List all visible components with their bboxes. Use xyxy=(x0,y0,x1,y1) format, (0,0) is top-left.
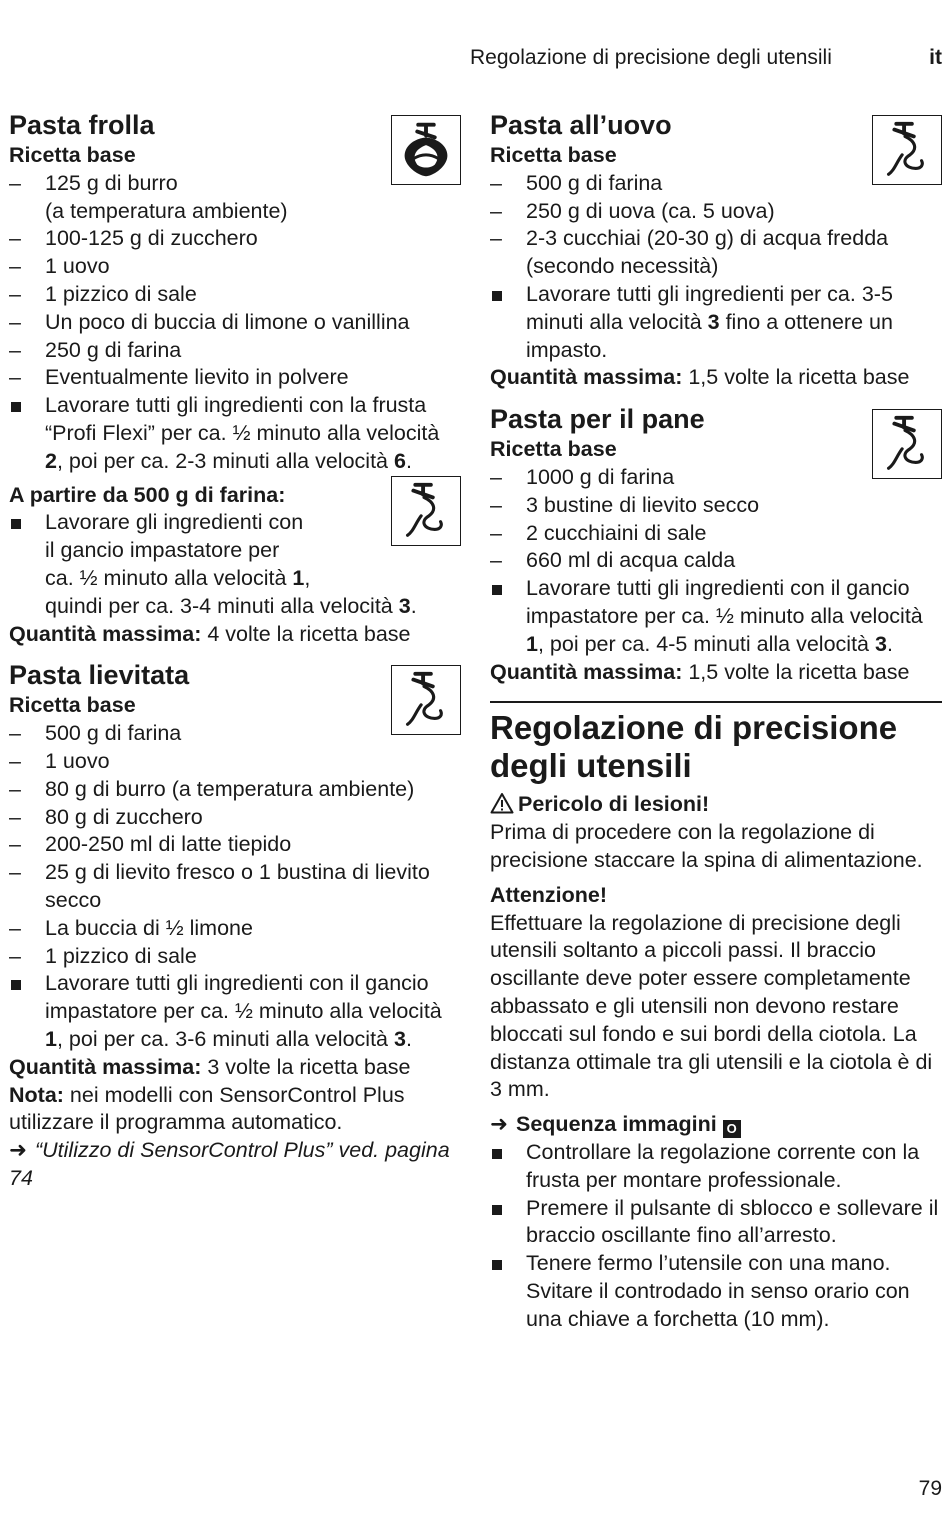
ingredient-item: – 250 g di uova (ca. 5 uova) xyxy=(490,198,942,226)
ingredient-list xyxy=(9,720,461,1054)
ingredient-list xyxy=(9,170,461,476)
ingredient-item: – 1 uovo xyxy=(9,748,461,776)
right-column xyxy=(490,108,942,1333)
chapter-title: Regolazione di precisione degli utensili xyxy=(490,709,898,785)
section-pasta-lievitata xyxy=(9,658,461,1192)
section-pasta-frolla xyxy=(9,108,461,648)
instruction-list xyxy=(490,1139,942,1334)
attention-text: Effettuare la regolazione di precisione degli utensili soltanto a piccoli passi. Il braccio oscillante deve poter essere completamente abbassato e gli utensili non devono restare bloccati sul fondo e sui bordi della ciotola. La distanza ottimale tra gli utensili e la ciotola è di 3 mm. xyxy=(490,910,933,1102)
instruction-step: Lavorare tutti gli ingredienti con il gancio impastatore per ca. ½ minuto alla velocità 1, poi per ca. 3-6 minuti alla velocità 3. xyxy=(9,970,461,1053)
danger-text: Prima di procedere con la regolazione di precisione staccare la spina di alimentazione. xyxy=(490,820,923,872)
subsection-heading: A partire da 500 g di farina: xyxy=(9,482,286,507)
ingredient-item: – 660 ml di acqua calda xyxy=(490,547,942,575)
instruction-list xyxy=(9,509,461,620)
section-title: Pasta lievitata xyxy=(9,660,190,691)
section-title: Pasta all’uovo xyxy=(490,110,672,140)
ingredient-item-continued: (a temperatura ambiente) xyxy=(45,198,288,223)
max-quantity: Quantità massima: 1,5 volte la ricetta base xyxy=(490,659,910,684)
instruction-step: Lavorare tutti gli ingredienti per ca. 3-5 minuti alla velocità 3 fino a ottenere un impasto. xyxy=(490,281,942,364)
attention-heading: Attenzione! xyxy=(490,882,608,907)
ingredient-item: – La buccia di ½ limone xyxy=(9,915,461,943)
max-quantity: Quantità massima: 4 volte la ricetta base xyxy=(9,621,411,646)
ingredient-list xyxy=(490,464,942,659)
ingredient-item: – Eventualmente lievito in polvere xyxy=(9,364,461,392)
page-number: 79 xyxy=(918,1477,942,1500)
arrow-right-icon: ➜ xyxy=(9,1138,28,1163)
instruction-step: Lavorare gli ingredienti con il gancio impastatore per ca. ½ minuto alla velocità 1, quindi per ca. 3-4 minuti alla velocità 3. xyxy=(9,509,461,620)
ingredient-item: – 1 uovo xyxy=(9,253,461,281)
instruction-step: Controllare la regolazione corrente con la frusta per montare professionale. xyxy=(490,1139,942,1195)
subsection-500g xyxy=(9,482,461,621)
section-subtitle: Ricetta base xyxy=(490,437,617,462)
ingredient-item: – 500 g di farina xyxy=(490,170,942,198)
ingredient-item: – 2-3 cucchiai (20-30 g) di acqua fredda (secondo necessità) xyxy=(490,225,942,281)
danger-heading: Pericolo di lesioni! xyxy=(490,791,942,819)
ingredient-item: – Un poco di buccia di limone o vanillina xyxy=(9,309,461,337)
section-subtitle: Ricetta base xyxy=(9,693,136,718)
section-subtitle: Ricetta base xyxy=(490,143,617,167)
section-title: Pasta frolla xyxy=(9,110,155,140)
ingredient-item: – 1 pizzico di sale xyxy=(9,281,461,309)
language-code: it xyxy=(929,46,942,69)
instruction-step: Lavorare tutti gli ingredienti con la frusta “Profi Flexi” per ca. ½ minuto alla velocità 2, poi per ca. 2-3 minuti alla velocità 6. xyxy=(9,392,461,475)
instruction-step: Tenere fermo l’utensile con una mano. Svitare il controdado in senso orario con una chiave a forchetta (10 mm). xyxy=(490,1250,942,1333)
ingredient-item: – 2 cucchiaini di sale xyxy=(490,520,942,548)
section-pasta-uovo xyxy=(490,108,942,392)
ingredient-item: – 100-125 g di zucchero xyxy=(9,225,461,253)
figure-reference-badge: O xyxy=(723,1120,741,1138)
ingredient-item: – 25 g di lievito fresco o 1 bustina di lievito secco xyxy=(9,859,461,915)
instruction-step: Lavorare tutti gli ingredienti con il gancio impastatore per ca. ½ minuto alla velocità 1, poi per ca. 4-5 minuti alla velocità 3. xyxy=(490,575,942,658)
ingredient-item: – 1000 g di farina xyxy=(490,464,942,492)
page-header xyxy=(470,46,942,76)
ingredient-item: – 80 g di burro (a temperatura ambiente) xyxy=(9,776,461,804)
warning-triangle-icon xyxy=(490,792,514,814)
ingredient-item: – 500 g di farina xyxy=(9,720,461,748)
section-pasta-pane xyxy=(490,402,942,686)
max-quantity: Quantità massima: 1,5 volte la ricetta base xyxy=(490,365,910,390)
ingredient-item: – 3 bustine di lievito secco xyxy=(490,492,942,520)
section-subtitle: Ricetta base xyxy=(9,143,136,167)
ingredient-list xyxy=(490,170,942,365)
ingredient-item: – 80 g di zucchero xyxy=(9,804,461,832)
ingredient-item: – 1 pizzico di sale xyxy=(9,943,461,971)
ingredient-item: – 200-250 ml di latte tiepido xyxy=(9,831,461,859)
arrow-right-icon: ➜ xyxy=(490,1112,509,1137)
ingredient-item: – 125 g di burro xyxy=(9,170,461,198)
note: Nota: nei modelli con SensorControl Plus utilizzare il programma automatico. xyxy=(9,1082,405,1135)
ingredient-item: – 250 g di farina xyxy=(9,337,461,365)
running-title: Regolazione di precisione degli utensili xyxy=(470,46,832,69)
sequence-heading: ➜ Sequenza immagini O xyxy=(490,1111,942,1139)
max-quantity: Quantità massima: 3 volte la ricetta base xyxy=(9,1054,411,1079)
section-regolazione xyxy=(490,701,942,1333)
cross-reference: ➜ “Utilizzo di SensorControl Plus” ved. pagina 74 xyxy=(9,1138,450,1190)
left-column xyxy=(9,108,461,1193)
instruction-step: Premere il pulsante di sblocco e sollevare il braccio oscillante fino all’arresto. xyxy=(490,1195,942,1251)
section-title: Pasta per il pane xyxy=(490,404,705,435)
